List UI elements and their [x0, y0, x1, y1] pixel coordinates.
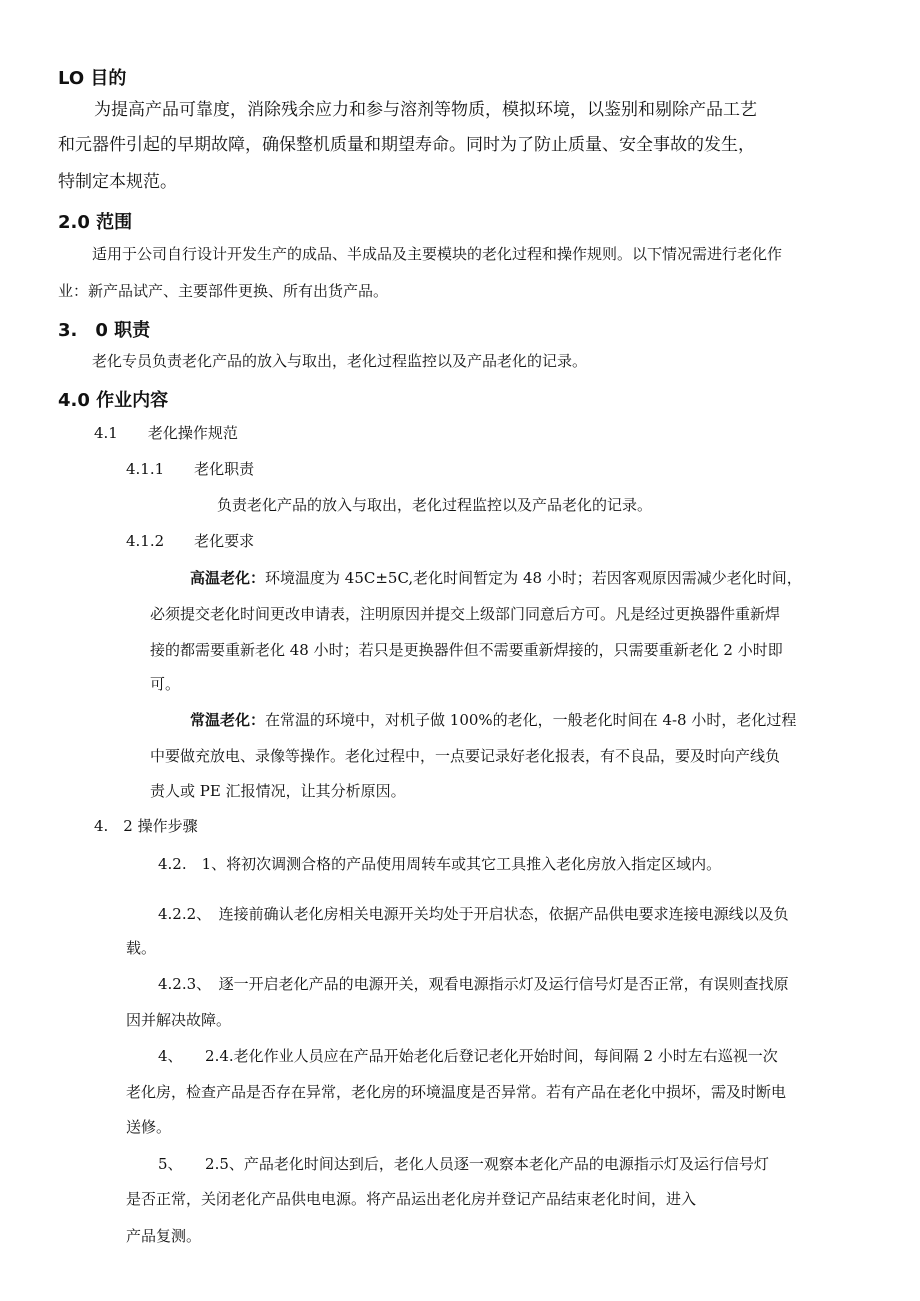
normal-temp-line: 常温老化：在常温的环境中，对机子做 100%的老化，一般老化时间在 4-8 小时，老化过程	[190, 711, 797, 729]
paragraph-line: 接的都需要重新老化 48 小时；若只是更换器件但不需要重新焊接的，只需要重新老化 2 小时即	[150, 641, 783, 659]
subsection-heading: 4.1 老化操作规范	[94, 424, 238, 442]
step-line: 产品复测。	[126, 1227, 202, 1245]
paragraph-line: 负责老化产品的放入与取出，老化过程监控以及产品老化的记录。	[217, 496, 653, 514]
step-line: 是否正常，关闭老化产品供电电源。将产品运出老化房并登记产品结束老化时间，进入	[126, 1190, 697, 1208]
paragraph-line: 和元器件引起的早期故障，确保整机质量和期望寿命。同时为了防止质量、安全事故的发生，	[58, 135, 755, 155]
paragraph-line: 特制定本规范。	[58, 172, 177, 192]
paragraph-line: 为提高产品可靠度，消除残余应力和参与溶剂等物质，模拟环境，以鉴别和剔除产品工艺	[94, 100, 757, 120]
paragraph-line: 老化专员负责老化产品的放入与取出，老化过程监控以及产品老化的记录。	[92, 352, 588, 370]
paragraph-line: 业：新产品试产、主要部件更换、所有出货产品。	[58, 282, 389, 300]
step-line: 载。	[126, 939, 157, 957]
paragraph-line: 可。	[150, 675, 181, 693]
high-temp-label: 高温老化：	[190, 569, 266, 587]
paragraph-line: 适用于公司自行设计开发生产的成品、半成品及主要模块的老化过程和操作规则。以下情况需进行老化作	[92, 245, 783, 263]
step-line: 4.2.3、 逐一开启老化产品的电源开关，观看电源指示灯及运行信号灯是否正常，有误则查找原	[158, 975, 789, 993]
step-line: 4、 2.4.老化作业人员应在产品开始老化后登记老化开始时间，每间隔 2 小时左右巡视一次	[158, 1047, 778, 1065]
step-line: 老化房，检查产品是否存在异常，老化房的环境温度是否异常。若有产品在老化中损坏，需及时断电	[126, 1083, 787, 1101]
subsection-heading: 4. 2 操作步骤	[94, 817, 198, 835]
section-heading-scope: 2.0 范围	[58, 212, 133, 233]
paragraph-line: 中要做充放电、录像等操作。老化过程中，一点要记录好老化报表，有不良品，要及时向产线负	[150, 747, 781, 765]
subsection-heading: 4.1.2 老化要求	[126, 532, 255, 550]
step-line: 5、 2.5、产品老化时间达到后，老化人员逐一观察本老化产品的电源指示灯及运行信号灯	[158, 1155, 769, 1173]
step-line: 4.2. 1、将初次调测合格的产品使用周转车或其它工具推入老化房放入指定区域内。	[158, 855, 722, 873]
section-heading-purpose: LO 目的	[58, 68, 127, 89]
paragraph-line: 必须提交老化时间更改申请表，注明原因并提交上级部门同意后方可。凡是经过更换器件重新焊	[150, 605, 781, 623]
section-heading-duties: 3. 0 职责	[58, 320, 151, 341]
paragraph-line: 责人或 PE 汇报情况，让其分析原因。	[150, 782, 406, 800]
step-line: 送修。	[126, 1118, 172, 1136]
section-heading-content: 4.0 作业内容	[58, 390, 169, 411]
step-line: 4.2.2、 连接前确认老化房相关电源开关均处于开启状态，依据产品供电要求连接电源线以及负	[158, 905, 789, 923]
high-temp-line: 高温老化：环境温度为 45C±5C,老化时间暂定为 48 小时；若因客观原因需减少老化时间，	[190, 569, 802, 587]
step-line: 因并解决故障。	[126, 1011, 232, 1029]
subsection-heading: 4.1.1 老化职责	[126, 460, 255, 478]
normal-temp-label: 常温老化：	[190, 711, 266, 729]
